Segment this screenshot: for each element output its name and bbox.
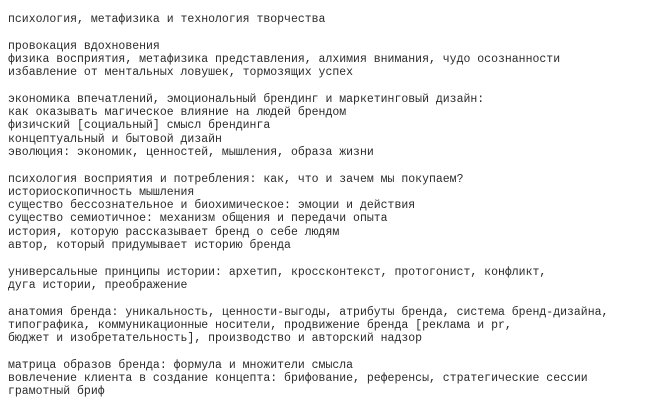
section-brand-matrix [8, 359, 662, 399]
text-line: универсальные принципы истории: архетип, кроссконтекст, протогонист, конфликт, [8, 265, 547, 279]
text-line: существо семиотичное: механизм общения и передачи опыта [8, 212, 388, 226]
text-line: избавление от ментальных ловушек, тормозящих успех [8, 66, 354, 80]
text-line: экономика впечатлений, эмоциональный брендинг и маркетинговый дизайн: [8, 92, 485, 106]
section-psychology [8, 173, 662, 253]
text-line: физика восприятия, метафизика представления, алхимия внимания, чудо осознанности [8, 52, 561, 66]
text-line: дуга истории, преображение [8, 278, 188, 292]
spacer [8, 292, 662, 305]
text-line: типографика, коммуникационные носители, продвижение бренда [реклама и pr, [8, 318, 512, 332]
text-line: грамотный бриф [8, 385, 105, 399]
text-line: историоскопичность мышления [8, 185, 195, 199]
text-line: эволюция: экономик, ценностей, мышления, образа жизни [8, 145, 374, 159]
text-line: матрица образов бренда: формула и множители смысла [8, 358, 354, 372]
text-line: вовлечение клиента в создание концепта: брифование, референсы, стратегические сессии [8, 372, 588, 386]
text-line: физичский [социальный] смысл брендинга [8, 119, 271, 133]
section-brand-anatomy [8, 306, 662, 346]
text-line: провокация вдохновения [8, 39, 160, 53]
spacer [8, 345, 662, 358]
text-line: анатомия бренда: уникальность, ценности-выгоды, атрибуты бренда, система бренд-дизайна, [8, 305, 609, 319]
text-line: история, которую рассказывает бренд о себе людям [8, 225, 340, 239]
text-line: автор, который придумывает историю бренда [8, 239, 291, 253]
spacer [8, 26, 662, 39]
section-story-principles [8, 266, 662, 293]
section-inspiration [8, 40, 662, 80]
spacer [8, 159, 662, 172]
document-title: психология, метафизика и технология творчества [8, 13, 326, 26]
text-line: бюджет и изобретательность], производство и авторский надзор [8, 332, 423, 346]
text-line: психология восприятия и потребления: как, что и зачем мы покупаем? [8, 172, 464, 186]
text-line: как оказывать магическое влияние на людей брендом [8, 106, 347, 120]
spacer [8, 79, 662, 92]
section-economics [8, 93, 662, 159]
text-line: существо бессознательное и биохимическое: эмоции и действия [8, 199, 416, 213]
spacer [8, 252, 662, 265]
text-line: концептуальный и бытовой дизайн [8, 132, 222, 146]
